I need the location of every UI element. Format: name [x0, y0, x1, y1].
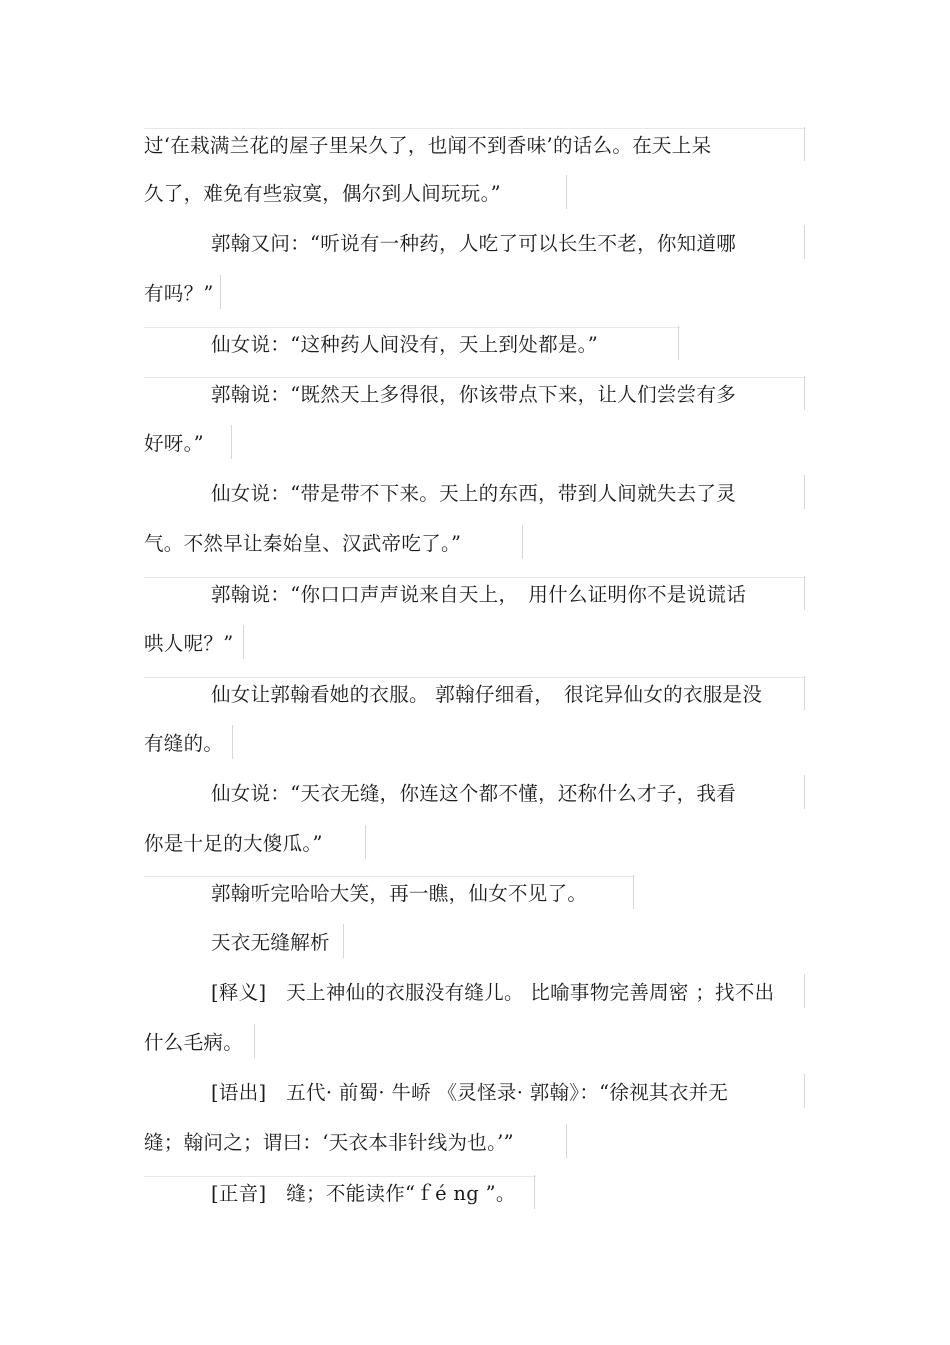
text-content: 有吗？” — [144, 282, 214, 305]
text-line — [144, 1176, 536, 1210]
text-line — [144, 827, 367, 861]
text-content: 有缝的。 — [144, 732, 224, 755]
text-content: 你是十足的大傻瓜。” — [144, 832, 323, 855]
text-content: [释义] 天上神仙的衣服没有缝儿。 比喻事物完善周密 ；找不出 — [211, 981, 775, 1004]
text-content: 气。不然早让秦始皇、汉武帝吃了。” — [144, 532, 462, 555]
section-heading — [211, 926, 345, 960]
text-content: 仙女让郭翰看她的衣服。 郭翰仔细看， 很诧异仙女的衣服是没 — [211, 683, 763, 706]
text-line — [211, 227, 806, 261]
text-line — [144, 527, 524, 561]
text-line — [144, 377, 806, 411]
text-line — [144, 327, 680, 361]
text-line — [211, 976, 806, 1010]
text-content: 郭翰说：“既然天上多得很，你该带点下来，让人们尝尝有多 — [211, 383, 737, 406]
text-line — [144, 1126, 568, 1160]
text-content: 过‘在栽满兰花的屋子里呆久了，也闻不到香味’的话么。在天上呆 — [144, 134, 712, 157]
text-content: 哄人呢？” — [144, 632, 234, 655]
text-line — [144, 1026, 256, 1060]
text-line — [211, 777, 806, 811]
text-content: 仙女说：“带是带不下来。天上的东西，带到人间就失去了灵 — [211, 482, 737, 505]
text-content: 久了，难免有些寂寞，偶尔到人间玩玩。” — [144, 182, 501, 205]
text-content: [正音] 缝；不能读作“ｆé ng ”。 — [211, 1182, 516, 1205]
text-line — [211, 477, 806, 511]
text-line — [144, 577, 806, 611]
text-line — [144, 128, 806, 162]
text-content: 好呀。” — [144, 432, 204, 455]
text-line — [144, 876, 635, 910]
text-line — [144, 427, 233, 461]
text-line — [144, 177, 568, 211]
text-content: 郭翰说：“你口口声声说来自天上， 用什么证明你不是说谎话 — [211, 583, 747, 606]
text-content: 缝；翰问之；谓曰：‘天衣本非针线为也。’” — [144, 1131, 514, 1154]
text-line — [144, 277, 222, 311]
text-content: 什么毛病。 — [144, 1031, 244, 1054]
text-content: [语出] 五代· 前蜀· 牛峤 《灵怪录· 郭翰》：“徐视其衣并无 — [211, 1081, 729, 1104]
text-content: 仙女说：“天衣无缝，你连这个都不懂，还称什么才子，我看 — [211, 782, 737, 805]
text-content: 仙女说：“这种药人间没有，天上到处都是。” — [211, 333, 598, 356]
text-content: 郭翰又问：“听说有一种药，人吃了可以长生不老，你知道哪 — [211, 232, 737, 255]
text-line — [144, 627, 245, 661]
text-line — [211, 1076, 806, 1110]
text-line — [144, 677, 806, 711]
text-content: 郭翰听完哈哈大笑，再一瞧，仙女不见了。 — [211, 882, 588, 905]
text-line — [144, 727, 234, 761]
text-content: 天衣无缝解析 — [211, 931, 330, 954]
